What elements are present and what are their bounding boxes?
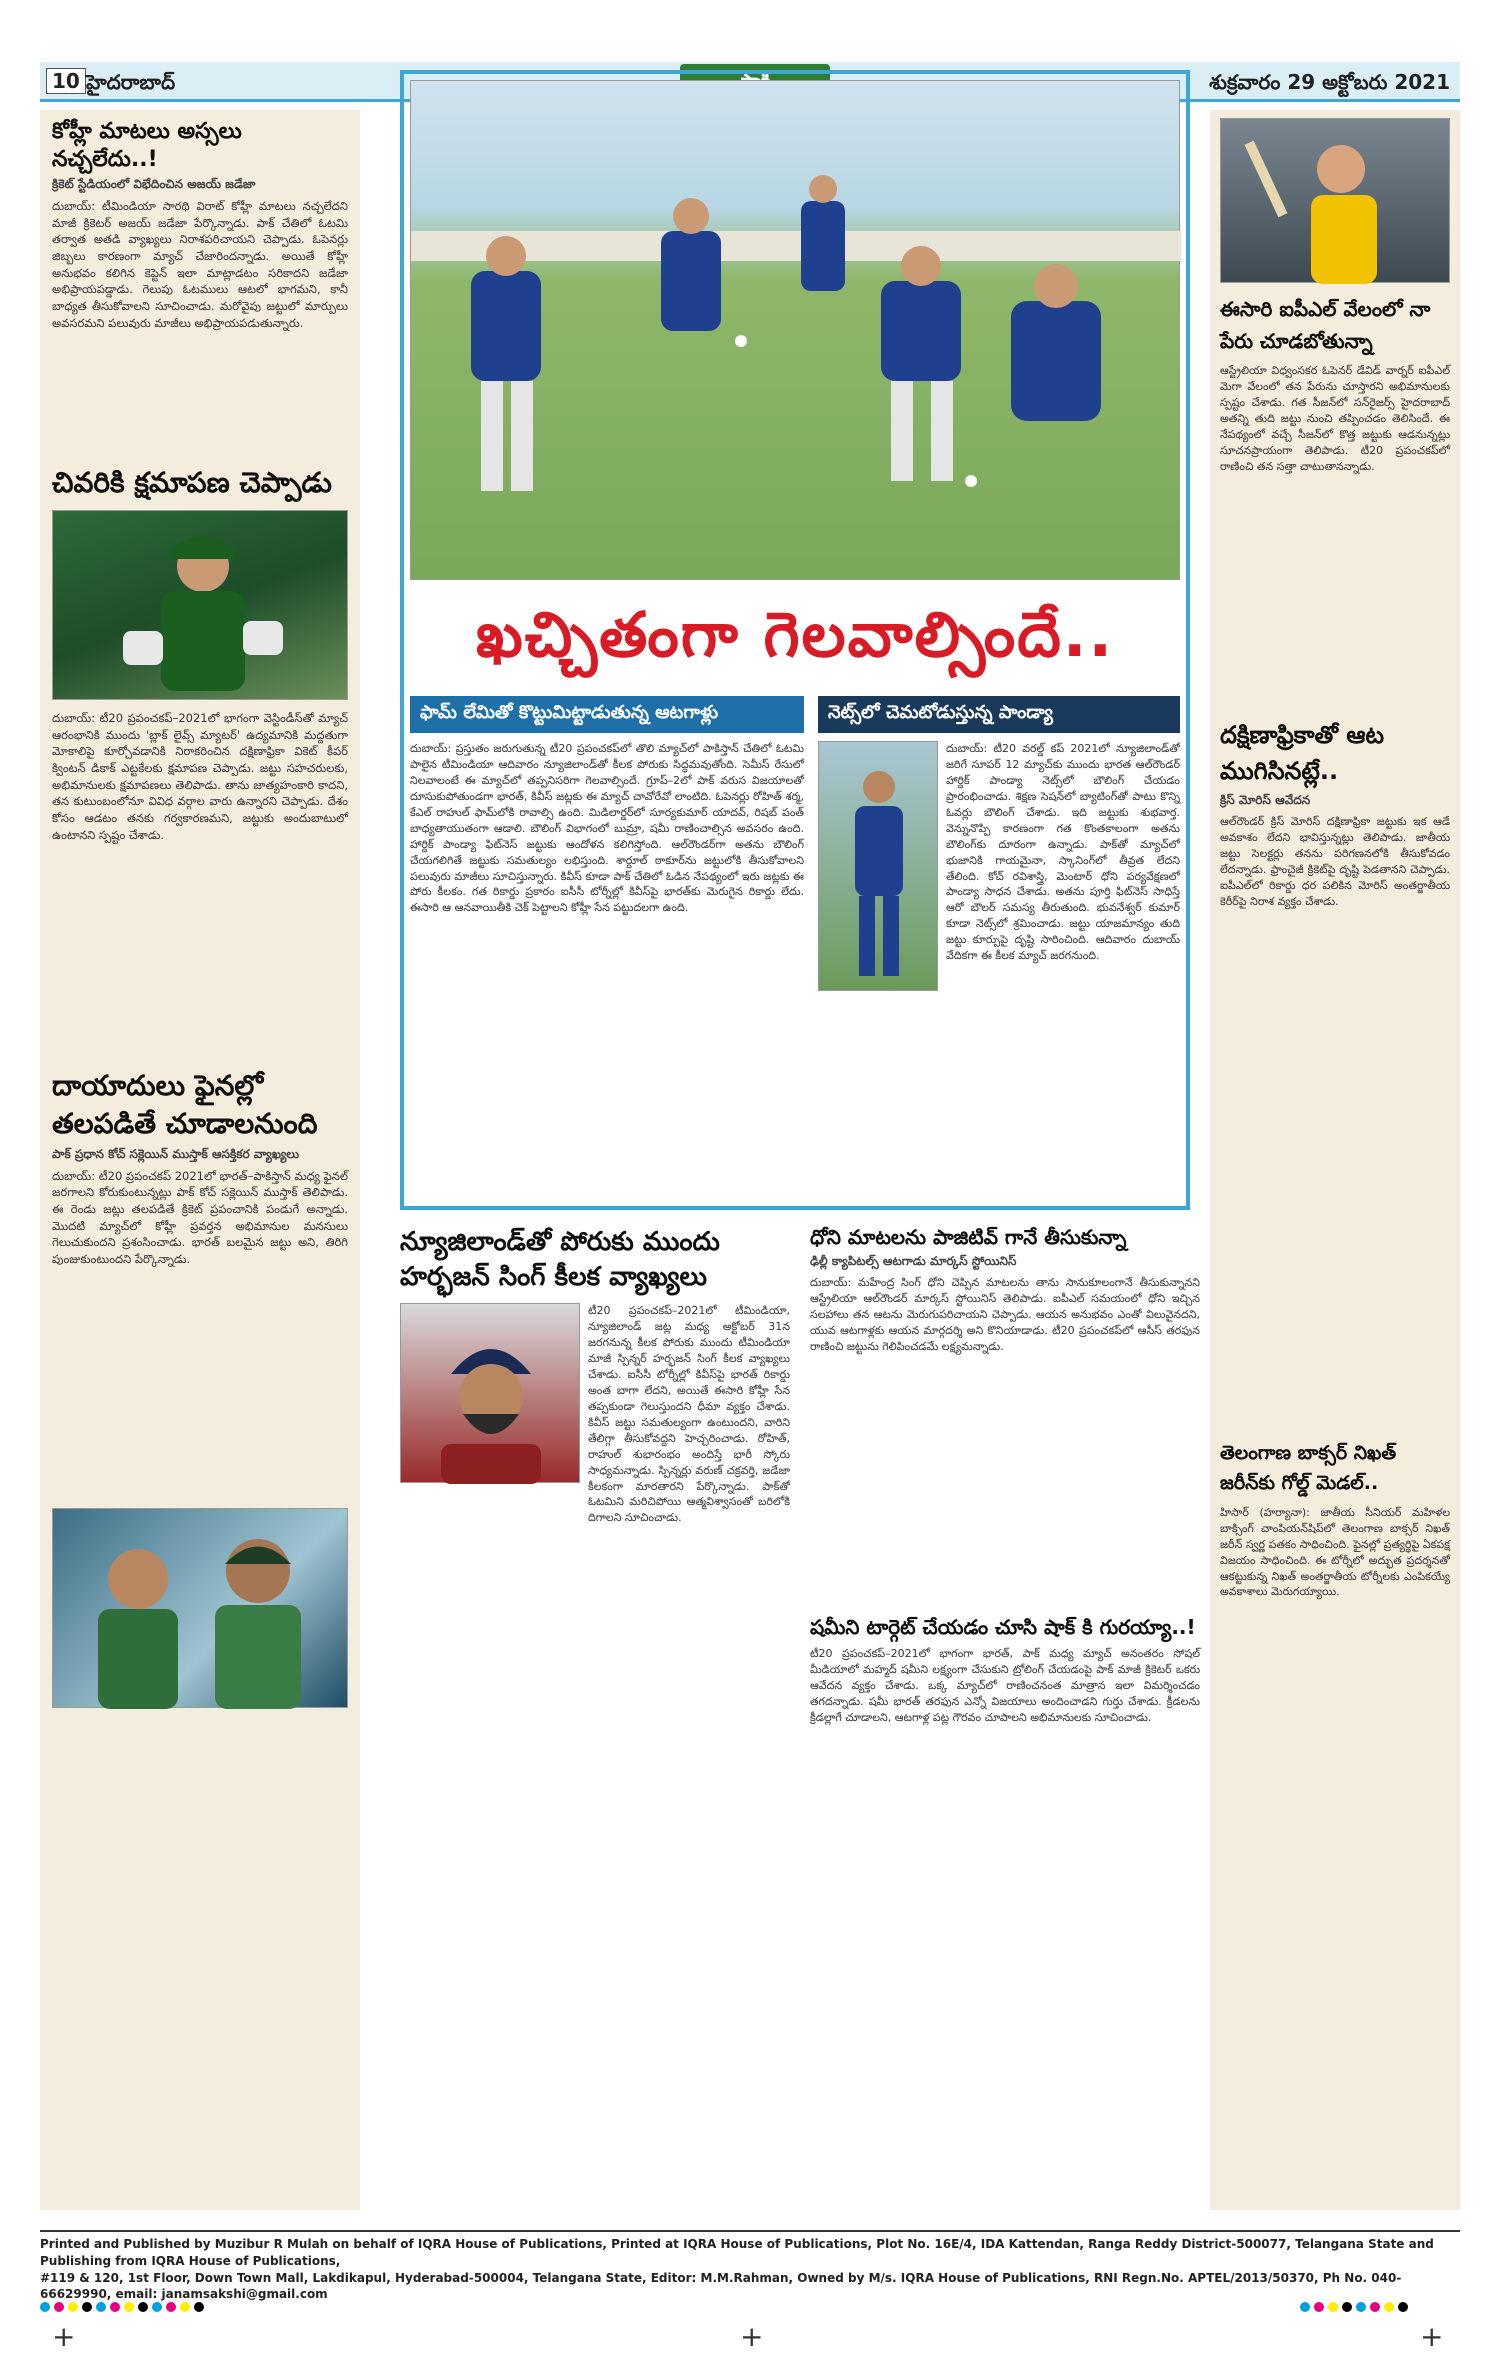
saqlain-photo bbox=[52, 1508, 348, 1708]
batsman-icon bbox=[1221, 119, 1449, 284]
story-subheadline: క్రికెట్ స్టేడియంలో విభేదించిన అజయ్ జడేజా bbox=[52, 177, 256, 191]
story-stoinis bbox=[810, 1225, 1200, 1936]
story-headline: కోహ్లీ మాటలు అస్సలు నచ్చలేదు..! bbox=[52, 119, 242, 172]
story-headline: దక్షిణాఫ్రికాతో ఆట ముగిసినట్లే.. bbox=[1220, 721, 1385, 785]
lead-story bbox=[400, 70, 1190, 1210]
imprint-footer bbox=[40, 2230, 1460, 2303]
story-subheadline: ఢిల్లీ క్యాపిటల్స్ ఆటగాడు మార్కస్ స్టోయినిస్ bbox=[810, 1254, 1017, 1268]
story-subheadline: క్రిస్ మోరిస్ ఆవేదన bbox=[1220, 793, 1311, 807]
story-headline: న్యూజిలాండ్‌తో పోరుకు ముందు హర్భజన్ సింగ్ కీలక వ్యాఖ్యలు bbox=[400, 1227, 720, 1293]
color-registration-bar bbox=[40, 2302, 204, 2312]
story-headline: ఈసారి ఐపీఎల్ వేలంలో నా పేరు చూడబోతున్నా bbox=[1220, 297, 1431, 353]
story-body: ఆస్ట్రేలియా విధ్వంసకర ఓపెనర్ డేవిడ్ వార్నర్ ఐపీఎల్ మెగా వేలంలో తన పేరును చూస్తారని అభిమానులకు స్పష్టం చేశాడు. గత సీజన్‌లో సన్‌రైజర్స్ హైదరాబాద్ అతన్ని తుది జట్టు నుంచి తప్పించడం తెలిసిందే. ఈ నేపథ్యంలో వచ్చే సీజన్‌లో కొత్త జట్టుకు ఆడనున్నట్లు సూచనప్రాయంగా తెలిపాడు. టీ20 ప్రపంచకప్‌లో రాణించి తన సత్తా చాటుతానన్నాడు. bbox=[1220, 364, 1450, 473]
story-headline: దాయాదులు ఫైనల్లో తలపడితే చూడాలనుంది bbox=[52, 1069, 318, 1140]
harbhajan-photo bbox=[400, 1303, 580, 1483]
registration-mark-icon: + bbox=[740, 2320, 764, 2353]
story-headline: ధోని మాటలను పాజిటివ్ గానే తీసుకున్నా bbox=[810, 1225, 1127, 1249]
story-body: టీ20 ప్రపంచకప్‌–2021లో భాగంగా భారత్, పాక్ మధ్య మ్యాచ్ అనంతరం సోషల్ మీడియాలో మహ్మద్ షమీని లక్ష్యంగా చేసుకుని ట్రోలింగ్ చేయడంపై పాక్ మాజీ క్రికెటర్ ఒకరు ఆవేదన వ్యక్తం చేశాడు. ఒక్క మ్యాచ్‌లో రాణించనంత మాత్రాన ఇలా విమర్శించడం తగదన్నాడు. షమీ భారత్ తరఫున ఎన్నో విజయాలు అందించాడని గుర్తు చేశాడు. క్రీడలను క్రీడల్లాగే చూడాలని, ఆటగాళ్ల పట్ల గౌరవం చూపాలని అభిమానులకు సూచించాడు. bbox=[810, 1647, 1200, 1724]
bowler-icon bbox=[819, 742, 939, 992]
story-headline: చివరికి క్షమాపణ చెప్పాడు bbox=[52, 466, 332, 499]
section-subheadline: ఫామ్ లేమితో కొట్టుమిట్టాడుతున్న ఆటగాళ్లు bbox=[410, 696, 804, 733]
imprint-line: Printed and Published by Muzibur R Mulah on behalf of IQRA House of Publications, Printed at IQRA House of Publications, Plot No. 16E/4, IDA Kattendan, Ranga Reddy District-500077, Telangana State and Publishing from IQRA House of Publications, bbox=[40, 2237, 1434, 2268]
imprint-line: #119 & 120, 1st Floor, Down Town Mall, Lakdikapul, Hyderabad-500004, Telangana State, Editor: M.M.Rahman, Owned by M/s. IQRA House of Publications, RNI Regn.No. APTEL/2013/50370, Ph No. 040-66629990, email: janamsakshi@gmail.com bbox=[40, 2270, 1402, 2302]
story-body: దుబాయ్: ప్రస్తుతం జరుగుతున్న టీ20 ప్రపంచకప్‌లో తొలి మ్యాచ్‌లో పాకిస్తాన్ చేతిలో ఓటమి పాలైన టీమిండియా ఆదివారం న్యూజిలాండ్‌తో కీలక పోరుకు సిద్ధమవుతోంది. సెమీస్ రేసులో నిలవాలంటే ఈ మ్యాచ్‌లో తప్పనిసరిగా గెలవాల్సిందే. గ్రూప్‌–2లో పాక్ వరుస విజయాలతో దూసుకుపోతుండగా భారత్, కివీస్ జట్లకు ఈ మ్యాచ్ చావోరేవో లాంటిది. ఓపెనర్లు రోహిత్ శర్మ, కేఎల్ రాహుల్ ఫామ్‌లోకి రావాల్సి ఉంది. మిడిలార్డర్‌లో సూర్యకుమార్ యాదవ్, రిషబ్ పంత్ బాధ్యతాయుతంగా ఆడాలి. బౌలింగ్ విభాగంలో బుమ్రా, షమీ రాణించాల్సిన అవసరం ఉంది. హార్దిక్ పాండ్యా ఫిట్‌నెస్ జట్టుకు ఆందోళన కలిగిస్తోంది. ఆల్‌రౌండర్‌గా అతను బౌలింగ్ చేయగలిగితే జట్టుకు సమతుల్యం లభిస్తుంది. శార్దూల్ ఠాకూర్‌ను జట్టులోకి తీసుకోవాలని పలువురు మాజీలు సూచిస్తున్నారు. కివీస్ కూడా పాక్ చేతిలో ఓడిన నేపథ్యంలో ఇరు జట్లకు ఈ పోరు కీలకం. గత రికార్డు ప్రకారం ఐసీసీ టోర్నీల్లో కివీస్‌పై భారత్‌కు మెరుగైన రికార్డు లేదు. ఈసారి ఆ ఆనవాయితీకి చెక్ పెట్టాలని కోహ్లీ సేన పట్టుదలగా ఉంది. bbox=[410, 742, 804, 915]
story-harbhajan bbox=[400, 1225, 790, 1525]
color-registration-bar bbox=[1300, 2302, 1408, 2312]
story-dekock bbox=[52, 465, 348, 1055]
cricketer-photo-icon bbox=[53, 511, 349, 701]
registration-mark-icon: + bbox=[52, 2320, 76, 2353]
warner-photo bbox=[1220, 118, 1450, 283]
turban-player-icon bbox=[401, 1304, 581, 1484]
story-body: హిసార్ (హర్యానా): జాతీయ సీనియర్ మహిళల బాక్సింగ్ చాంపియన్‌షిప్‌లో తెలంగాణ బాక్సర్ నిఖత్ జరీన్ స్వర్ణ పతకం సాధించింది. ఫైనల్లో ప్రత్యర్థిపై ఏకపక్ష విజయం సాధించింది. ఈ టోర్నీలో అద్భుత ప్రదర్శనతో ఆకట్టుకున్న నిఖత్ అంతర్జాతీయ టోర్నీలకు ఎంపికయ్యే అవకాశాలు మెరుగయ్యాయి. bbox=[1220, 1505, 1450, 1599]
dekock-photo bbox=[52, 510, 348, 700]
edition-city: హైదరాబాద్ bbox=[86, 70, 176, 94]
registration-mark-icon: + bbox=[1420, 2320, 1444, 2353]
story-body: ఆల్‌రౌండర్ క్రిస్ మోరిస్ దక్షిణాఫ్రికా జట్టుకు ఇక ఆడే అవకాశం లేదని భావిస్తున్నట్లు తెలిపాడు. జాతీయ జట్టు సెలక్టర్లు తనను పరిగణనలోకి తీసుకోవడం లేదన్నాడు. ఫ్రాంచైజీ క్రికెట్‌పై దృష్టి పెడతానని చెప్పాడు. ఐపీఎల్‌లో రికార్డు ధర పలికిన మోరిస్ అంతర్జాతీయ కెరీర్‌పై నిరాశ వ్యక్తం చేశాడు. bbox=[1220, 815, 1450, 908]
story-body: దుబాయ్: మహేంద్ర సింగ్ ధోని చెప్పిన మాటలను తాను సానుకూలంగానే తీసుకున్నానని ఆస్ట్రేలియా ఆల్‌రౌండర్ మార్కస్ స్టోయినిస్ తెలిపాడు. ఐపీఎల్ సమయంలో ధోని ఇచ్చిన సలహాలు తన ఆటను మెరుగుపరిచాయని చెప్పాడు. ఆయన అనుభవం ఎంతో విలువైనదని, యువ ఆటగాళ్లకు ఆయన మార్గదర్శి అని కొనియాడాడు. టీ20 ప్రపంచకప్‌లో ఆసీస్ తరఫున రాణించి జట్టును గెలిపించడమే లక్ష్యమన్నాడు. bbox=[810, 1276, 1200, 1353]
story-headline: షమీని టార్గెట్ చేయడం చూసి షాక్ కి గురయ్యా..! bbox=[810, 1615, 1196, 1639]
story-body: దుబాయ్: టీ20 ప్రపంచకప్‌–2021లో భాగంగా వెస్టిండీస్‌తో మ్యాచ్ ఆరంభానికి ముందు 'బ్లాక్ లైవ్స్ మ్యాటర్' ఉద్యమానికి మద్దతుగా మోకాలిపై కూర్చోవడానికి నిరాకరించిన దక్షిణాఫ్రికా వికెట్ కీపర్ క్వింటన్ డికాక్ ఎట్టకేలకు క్షమాపణ చెప్పాడు. జట్టు సహచరులకు, అభిమానులకు క్షమాపణలు తెలిపాడు. తాను జాత్యహంకారి కాదని, తన కుటుంబంలోనూ వివిధ వర్గాల వారు ఉన్నారని చెప్పాడు. దేశం కోసం ఆడటం తనకు గర్వకారణమని, జట్టుకు అందుబాటులో ఉంటానని స్పష్టం చేశాడు. bbox=[52, 711, 348, 842]
story-headline: తెలంగాణ బాక్సర్ నిఖత్ జరీన్‌కు గోల్డ్ మెడల్.. bbox=[1220, 1442, 1397, 1495]
page-number: 10 bbox=[46, 68, 86, 94]
right-column bbox=[1210, 110, 1460, 2210]
form-slump-story bbox=[410, 696, 804, 1181]
section-subheadline: నెట్స్‌లో చెమటోడుస్తున్న పాండ్యా bbox=[818, 696, 1180, 733]
pandya-nets-story bbox=[818, 696, 1180, 1181]
issue-date: శుక్రవారం 29 అక్టోబరు 2021 bbox=[1209, 70, 1450, 94]
story-subheadline: పాక్ ప్రధాన కోచ్ సక్లెయిన్ ముస్తాక్ ఆసక్తికర వ్యాఖ్యలు bbox=[52, 1146, 299, 1161]
story-saqlain bbox=[52, 1067, 348, 1708]
story-body: దుబాయ్: టీమిండియా సారథి విరాట్ కోహ్లీ మాటలు నచ్చలేదని మాజీ క్రికెటర్ అజయ్ జడేజా పేర్కొన్నాడు. పాక్ చేతిలో ఓటమి తర్వాత అతడి వ్యాఖ్యలు నిరాశపరిచాయని చెప్పాడు. ఓపెనర్లు జిబ్బలు కారణంగా మ్యాచ్ చేజారిందన్నాడు. అయితే కోహ్లీ అనుభవం కలిగిన కెప్టెన్ ఇలా మాట్లాడటం సరికాదని జడేజా అభిప్రాయపడ్డాడు. గెలుపు ఓటములు ఆటలో భాగమని, కానీ బాధ్యత తీసుకోవాలని సూచించాడు. మరోవైపు జట్టులో మార్పులు అవసరమని పలువురు మాజీలు అభిప్రాయపడుతున్నారు. bbox=[52, 199, 348, 330]
lead-headline: ఖచ్చితంగా గెలవాల్సిందే.. bbox=[475, 598, 1115, 671]
story-body: దుబాయ్: టీ20 ప్రపంచకప్‌ 2021లో భారత్–పాకిస్తాన్ మధ్య ఫైనల్ జరగాలని కోరుకుంటున్నట్లు పాక్ కోచ్ సక్లెయిన్ ముస్తాక్ తెలిపాడు. ఈ రెండు జట్లు తలపడితే క్రికెట్ ప్రపంచానికి పండుగే అన్నాడు. మొదటి మ్యాచ్‌లో కోహ్లీ ప్రవర్తన అభిమానుల మనసులు గెలుచుకుందని ప్రశంసించాడు. భారత్ బలమైన జట్టు అని, తిరిగి పుంజుకుంటుందని పేర్కొన్నాడు. bbox=[52, 1168, 348, 1266]
coaches-photo-icon bbox=[53, 1509, 349, 1709]
team-practice-photo bbox=[410, 80, 1180, 580]
left-column bbox=[40, 110, 360, 2210]
story-kohli bbox=[52, 118, 348, 453]
team-practice-icon bbox=[411, 81, 1181, 581]
story-body: టీ20 ప్రపంచకప్‌–2021లో టీమిండియా, న్యూజిలాండ్ జట్ల మధ్య అక్టోబర్ 31న జరగనున్న కీలక పోరుకు ముందు టీమిండియా మాజీ స్పిన్నర్ హర్భజన్ సింగ్ కీలక వ్యాఖ్యలు చేశాడు. ఐసీసీ టోర్నీల్లో కివీస్‌పై భారత్ రికార్డు అంత బాగా లేదని, అయితే ఈసారి కోహ్లీ సేన తప్పకుండా గెలుస్తుందని ధీమా వ్యక్తం చేశాడు. కివీస్ జట్టు సమతుల్యంగా ఉంటుందని, వారిని తేలిగ్గా తీసుకోవద్దని హెచ్చరించాడు. రోహిత్, రాహుల్ శుభారంభం అందిస్తే భారీ స్కోరు సాధ్యమన్నాడు. స్పిన్నర్లు వరుణ్ చక్రవర్తి, జడేజా కీలకంగా మారతారని పేర్కొన్నాడు. పాక్‌తో ఓటమిని మరిచిపోయి ఆత్మవిశ్వాసంతో బరిలోకి దిగాలని సూచించాడు. bbox=[588, 1304, 790, 1525]
story-body: దుబాయ్: టీ20 వరల్డ్ కప్‌ 2021లో న్యూజిలాండ్‌తో జరిగే సూపర్ 12 మ్యాచ్‌కు ముందు భారత ఆల్‌రౌండర్ హార్దిక్ పాండ్యా నెట్స్‌లో బౌలింగ్ చేయడం ప్రారంభించాడు. శిక్షణ సెషన్‌లో బ్యాటింగ్‌తో పాటు కొన్ని ఓవర్లు బౌలింగ్ చేశాడు. ఇది జట్టుకు శుభవార్త. వెన్నునొప్పి కారణంగా గత కొంతకాలంగా అతను బౌలింగ్‌కు దూరంగా ఉన్నాడు. పాక్‌తో మ్యాచ్‌లో భుజానికి గాయమైనా, స్కానింగ్‌లో తీవ్రత లేదని తేలింది. కోచ్ రవిశాస్త్రి, మెంటార్ ధోని పర్యవేక్షణలో పాండ్యా సాధన చేశాడు. అతను పూర్తి ఫిట్‌నెస్ సాధిస్తే ఆరో బౌలర్ సమస్య తీరుతుంది. భువనేశ్వర్ కుమార్ కూడా నెట్స్‌లో శ్రమించాడు. జట్టు యాజమాన్యం తుది జట్టు కూర్పుపై దృష్టి సారించింది. ఆదివారం దుబాయ్ వేదికగా ఈ కీలక మ్యాచ్ జరగనుంది. bbox=[946, 742, 1180, 963]
pandya-photo bbox=[818, 741, 938, 991]
